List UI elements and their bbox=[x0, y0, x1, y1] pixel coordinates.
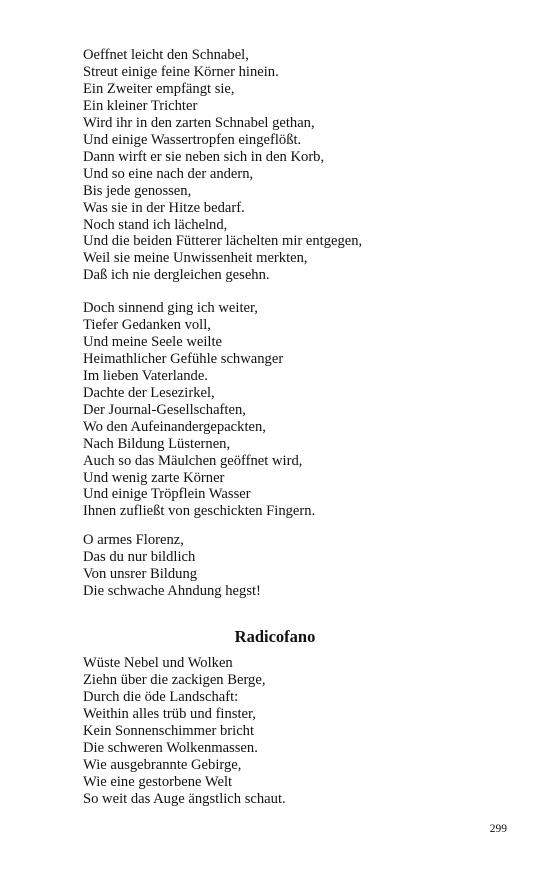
verse-line: Dachte der Lesezirkel, bbox=[83, 384, 215, 401]
verse-line: Und meine Seele weilte bbox=[83, 333, 222, 350]
verse-line: Von unsrer Bildung bbox=[83, 565, 198, 582]
section-title: Radicofano bbox=[234, 627, 316, 646]
verse-line: So weit das Auge ängstlich schaut. bbox=[83, 790, 286, 807]
verse-line: Streut einige feine Körner hinein. bbox=[83, 63, 279, 80]
verse-line: O armes Florenz, bbox=[83, 532, 184, 548]
verse-line: Wüste Nebel und Wolken bbox=[83, 655, 233, 671]
verse-line: Ihnen zufließt von geschickten Fingern. bbox=[83, 503, 316, 520]
verse-line: Das du nur bildlich bbox=[83, 548, 196, 565]
verse-line: Der Journal-Gesellschaften, bbox=[83, 401, 246, 418]
verse-line: Durch die öde Landschaft: bbox=[83, 688, 239, 705]
verse-line: Wie eine gestorbene Welt bbox=[83, 773, 233, 790]
page-number: 299 bbox=[489, 823, 507, 835]
verse-line: Ziehn über die zackigen Berge, bbox=[83, 671, 266, 688]
verse-line: Tiefer Gedanken voll, bbox=[83, 316, 211, 333]
verse-line: Dann wirft er sie neben sich in den Korb, bbox=[83, 148, 325, 165]
verse-line: Daß ich nie dergleichen gesehn. bbox=[83, 267, 270, 284]
verse-line: Ein kleiner Trichter bbox=[83, 97, 198, 114]
poem-stanza-3 bbox=[83, 532, 503, 600]
verse-line: Weil sie meine Unwissenheit merkten, bbox=[83, 250, 308, 267]
poem-stanza-1 bbox=[83, 47, 503, 284]
verse-line: Die schwache Ahndung hegst! bbox=[83, 582, 261, 599]
verse-line: Die schweren Wolkenmassen. bbox=[83, 739, 258, 756]
verse-line: Bis jede genossen, bbox=[83, 182, 192, 199]
verse-line: Nach Bildung Lüsternen, bbox=[83, 435, 231, 452]
verse-line: Und die beiden Fütterer lächelten mir entgegen, bbox=[83, 233, 363, 250]
verse-line: Wie ausgebrannte Gebirge, bbox=[83, 756, 242, 773]
verse-line: Wo den Aufeinandergepackten, bbox=[83, 418, 266, 435]
verse-line: Und einige Tröpflein Wasser bbox=[83, 486, 251, 503]
verse-line: Auch so das Mäulchen geöffnet wird, bbox=[83, 452, 303, 469]
verse-line: Noch stand ich lächelnd, bbox=[83, 216, 228, 233]
poem-stanza-4 bbox=[83, 655, 503, 808]
verse-line: Und einige Wassertropfen eingeflößt. bbox=[83, 131, 302, 148]
verse-line: Und wenig zarte Körner bbox=[83, 469, 225, 486]
verse-line: Und so eine nach der andern, bbox=[83, 165, 254, 182]
verse-line: Im lieben Vaterlande. bbox=[83, 367, 208, 384]
verse-line: Doch sinnend ging ich weiter, bbox=[83, 300, 258, 316]
verse-line: Ein Zweiter empfängt sie, bbox=[83, 80, 235, 97]
verse-line: Weithin alles trüb und finster, bbox=[83, 705, 256, 722]
verse-line: Wird ihr in den zarten Schnabel gethan, bbox=[83, 114, 315, 131]
verse-line: Heimathlicher Gefühle schwanger bbox=[83, 350, 284, 367]
verse-line: Kein Sonnenschimmer bricht bbox=[83, 722, 255, 739]
verse-line: Was sie in der Hitze bedarf. bbox=[83, 199, 245, 216]
poem-stanza-2 bbox=[83, 300, 503, 520]
verse-line: Oeffnet leicht den Schnabel, bbox=[83, 47, 249, 63]
